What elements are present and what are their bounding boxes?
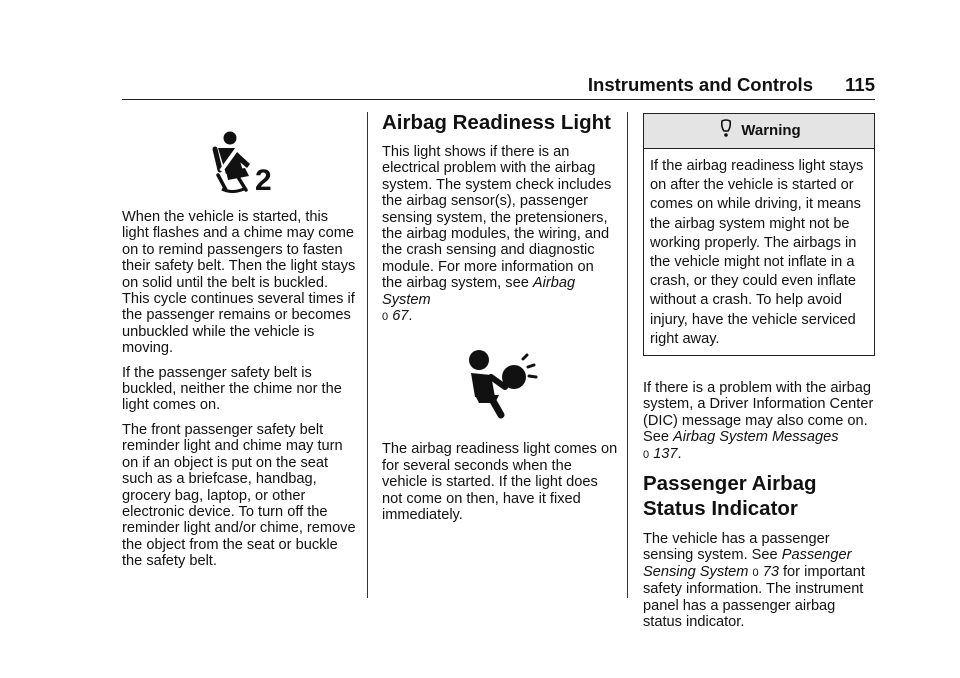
paragraph: The airbag readiness light comes on for several seconds when the vehicle is started. If the light does not come on then, have it fixed immediately.: [382, 441, 618, 524]
header-rule: [122, 99, 875, 100]
paragraph: The front passenger safety belt reminder light and chime may turn on if an object is put on the seat such as a briefcase, handbag, grocery bag, laptop, or other electronic device. To turn off the reminder light and/or chime, remove the object from the seat or buckle the safety belt.: [122, 421, 356, 570]
cross-reference-link[interactable]: Passenger Sensing System: [643, 547, 852, 580]
paragraph: The vehicle has a passenger sensing system. See Passenger Sensing System 0 73 for important safety information. The instrument panel has a passenger airbag status indicator.: [643, 531, 865, 631]
page-number: 115: [845, 74, 875, 95]
paragraph: When the vehicle is started, this light flashes and a chime may come on to remind passengers to fasten their safety belt. Then the light stays on solid until the belt is buckled. This cycle continues several times if the passenger remains or becomes unbuckled while the vehicle is moving.: [122, 209, 356, 357]
warning-body: If the airbag readiness light stays on after the vehicle is started or comes on while driving, it means the airbag system might not be working properly. The airbags in the vehicle might not inflate in a crash, or they could even inflate without a crash. To help avoid injury, have the vehicle serviced right away.: [650, 158, 864, 347]
cross-reference-link[interactable]: Airbag System: [382, 275, 576, 308]
warning-title: Warning: [741, 121, 801, 139]
column-1: [122, 127, 357, 578]
page-header: [122, 70, 875, 100]
airbag-readiness-icon: [382, 345, 618, 419]
column-divider-1: [367, 112, 368, 598]
warning-icon: [717, 119, 735, 142]
section-title: Instruments and Controls: [587, 74, 813, 95]
column-3: [643, 113, 875, 639]
paragraph: If there is a problem with the airbag system, a Driver Information Center (DIC) message may also come on. See Airbag System Messages 0 137.: [643, 380, 874, 462]
cross-reference-link[interactable]: Airbag System Messages: [673, 429, 839, 446]
section-heading: Passenger Airbag Status Indicator: [643, 472, 817, 521]
seatbelt-reminder-2-icon: [122, 127, 357, 207]
page-ref[interactable]: 73: [762, 563, 779, 580]
paragraph: This light shows if there is an electrical problem with the airbag system. The system check includes the airbag sensor(s), passenger sensing system, the pretensioners, the airbag modules, the wiring, and the crash sensing and diagnostic module. For more information on the airbag system, see Airbag System 0 67.: [382, 144, 612, 325]
seatbelt-icon-number: 2: [254, 164, 272, 197]
page-ref[interactable]: 137: [653, 445, 678, 462]
column-divider-2: [627, 112, 628, 598]
column-2: [382, 108, 618, 532]
section-heading: Airbag Readiness Light: [382, 111, 611, 134]
page-ref[interactable]: 67: [392, 308, 409, 325]
warning-box: [643, 113, 875, 356]
page-ref-arrow: 0: [643, 448, 650, 461]
page-ref-arrow: 0: [382, 311, 389, 324]
paragraph: If the passenger safety belt is buckled, neither the chime nor the light comes on.: [122, 364, 342, 414]
warning-header: [644, 114, 874, 149]
page-ref-arrow: 0: [752, 566, 759, 579]
